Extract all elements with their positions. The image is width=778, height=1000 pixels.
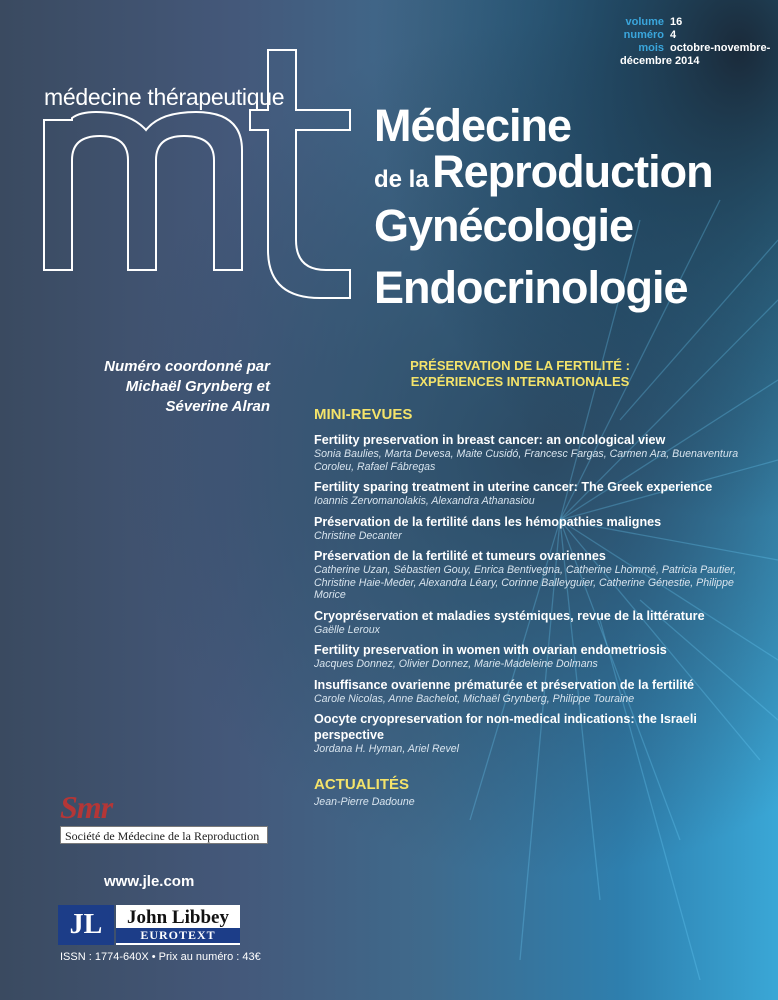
article-authors: Jordana H. Hyman, Ariel Revel xyxy=(314,743,460,755)
article-item xyxy=(314,514,764,543)
journal-title-line2-big: Reproduction xyxy=(432,146,713,197)
article-authors: Catherine Uzan, Sébastien Gouy, Enrica Bentivegna, Catherine Lhommé, Patricia Pautier, Christine Haie-Meder, Alexandra Léary, Corinne Balleyguier, Catherine Génestie, Philippe Morice xyxy=(314,564,737,601)
months-value: octobre-novembre-décembre 2014 xyxy=(620,42,771,67)
issue-info xyxy=(620,16,778,68)
section-mini-revues: MINI-REVUES xyxy=(314,406,413,423)
journal-title-line4: Endocrinologie xyxy=(374,262,688,313)
article-item xyxy=(314,479,764,508)
publisher-name: John Libbey xyxy=(127,907,229,928)
months-label: mois xyxy=(638,42,664,54)
article-title: Fertility preservation in breast cancer: an oncological view xyxy=(314,433,666,447)
article-item xyxy=(314,677,764,706)
theme-line2: EXPÉRIENCES INTERNATIONALES xyxy=(410,374,630,389)
brand-name: médecine thérapeutique xyxy=(44,84,285,110)
volume-label: volume xyxy=(625,16,664,28)
journal-title-line1: Médecine xyxy=(374,100,572,151)
article-item xyxy=(314,608,764,637)
article-item xyxy=(314,432,764,473)
coordination-line1: Numéro coordonné par xyxy=(104,358,270,375)
theme-line1: PRÉSERVATION DE LA FERTILITÉ : xyxy=(410,358,630,373)
issn-price: ISSN : 1774-640X • Prix au numéro : 43€ xyxy=(60,951,261,963)
article-authors: Sonia Baulies, Marta Devesa, Maite Cusidó, Francesc Fargas, Carmen Ara, Buenaventura Coroleu, Rafael Fábregas xyxy=(314,448,739,473)
article-authors: Ioannis Zervomanolakis, Alexandra Athanasiou xyxy=(314,495,535,507)
publisher-mark: JL xyxy=(58,905,114,945)
article-authors: Jacques Donnez, Olivier Donnez, Marie-Madeleine Dolmans xyxy=(314,658,598,670)
article-authors: Christine Decanter xyxy=(314,529,402,542)
smr-logo xyxy=(60,790,268,844)
coordination-line3: Séverine Alran xyxy=(165,398,270,415)
coordination-line2: Michaël Grynberg et xyxy=(125,378,270,395)
article-item xyxy=(314,711,764,756)
article-authors: Carole Nicolas, Anne Bachelot, Michaël Grynberg, Philippe Touraine xyxy=(314,692,635,705)
volume-value: 16 xyxy=(670,16,683,28)
article-title: Oocyte cryopreservation for non-medical indications: the Israeli perspective xyxy=(314,712,697,742)
article-title: Préservation de la fertilité dans les hémopathies malignes xyxy=(314,514,662,529)
journal-title-line2-small: de la xyxy=(374,166,429,193)
article-title: Préservation de la fertilité et tumeurs ovariennes xyxy=(314,549,606,563)
article-authors: Gaëlle Leroux xyxy=(314,623,380,636)
actualites-author: Jean-Pierre Dadoune xyxy=(314,796,415,808)
smr-society-name: Société de Médecine de la Reproduction xyxy=(60,826,268,844)
article-title: Cryopréservation et maladies systémiques, revue de la littérature xyxy=(314,608,705,623)
issue-theme xyxy=(390,358,650,390)
publisher-logo xyxy=(58,905,240,945)
article-list xyxy=(314,432,764,762)
article-title: Insuffisance ovarienne prématurée et préservation de la fertilité xyxy=(314,677,695,692)
journal-title-line3: Gynécologie xyxy=(374,200,634,251)
article-item xyxy=(314,642,764,671)
smr-logo-mark: Smr xyxy=(60,789,113,825)
section-actualites: ACTUALITÉS xyxy=(314,776,409,793)
publisher-name-block xyxy=(116,905,240,945)
article-title: Fertility preservation in women with ovarian endometriosis xyxy=(314,643,667,657)
issue-coordination xyxy=(104,357,270,417)
website-link[interactable]: www.jle.com xyxy=(104,873,195,890)
number-value: 4 xyxy=(670,29,677,41)
article-item xyxy=(314,548,764,602)
publisher-imprint: EUROTEXT xyxy=(116,928,240,943)
number-label: numéro xyxy=(623,29,664,41)
article-title: Fertility sparing treatment in uterine cancer: The Greek experience xyxy=(314,480,713,494)
